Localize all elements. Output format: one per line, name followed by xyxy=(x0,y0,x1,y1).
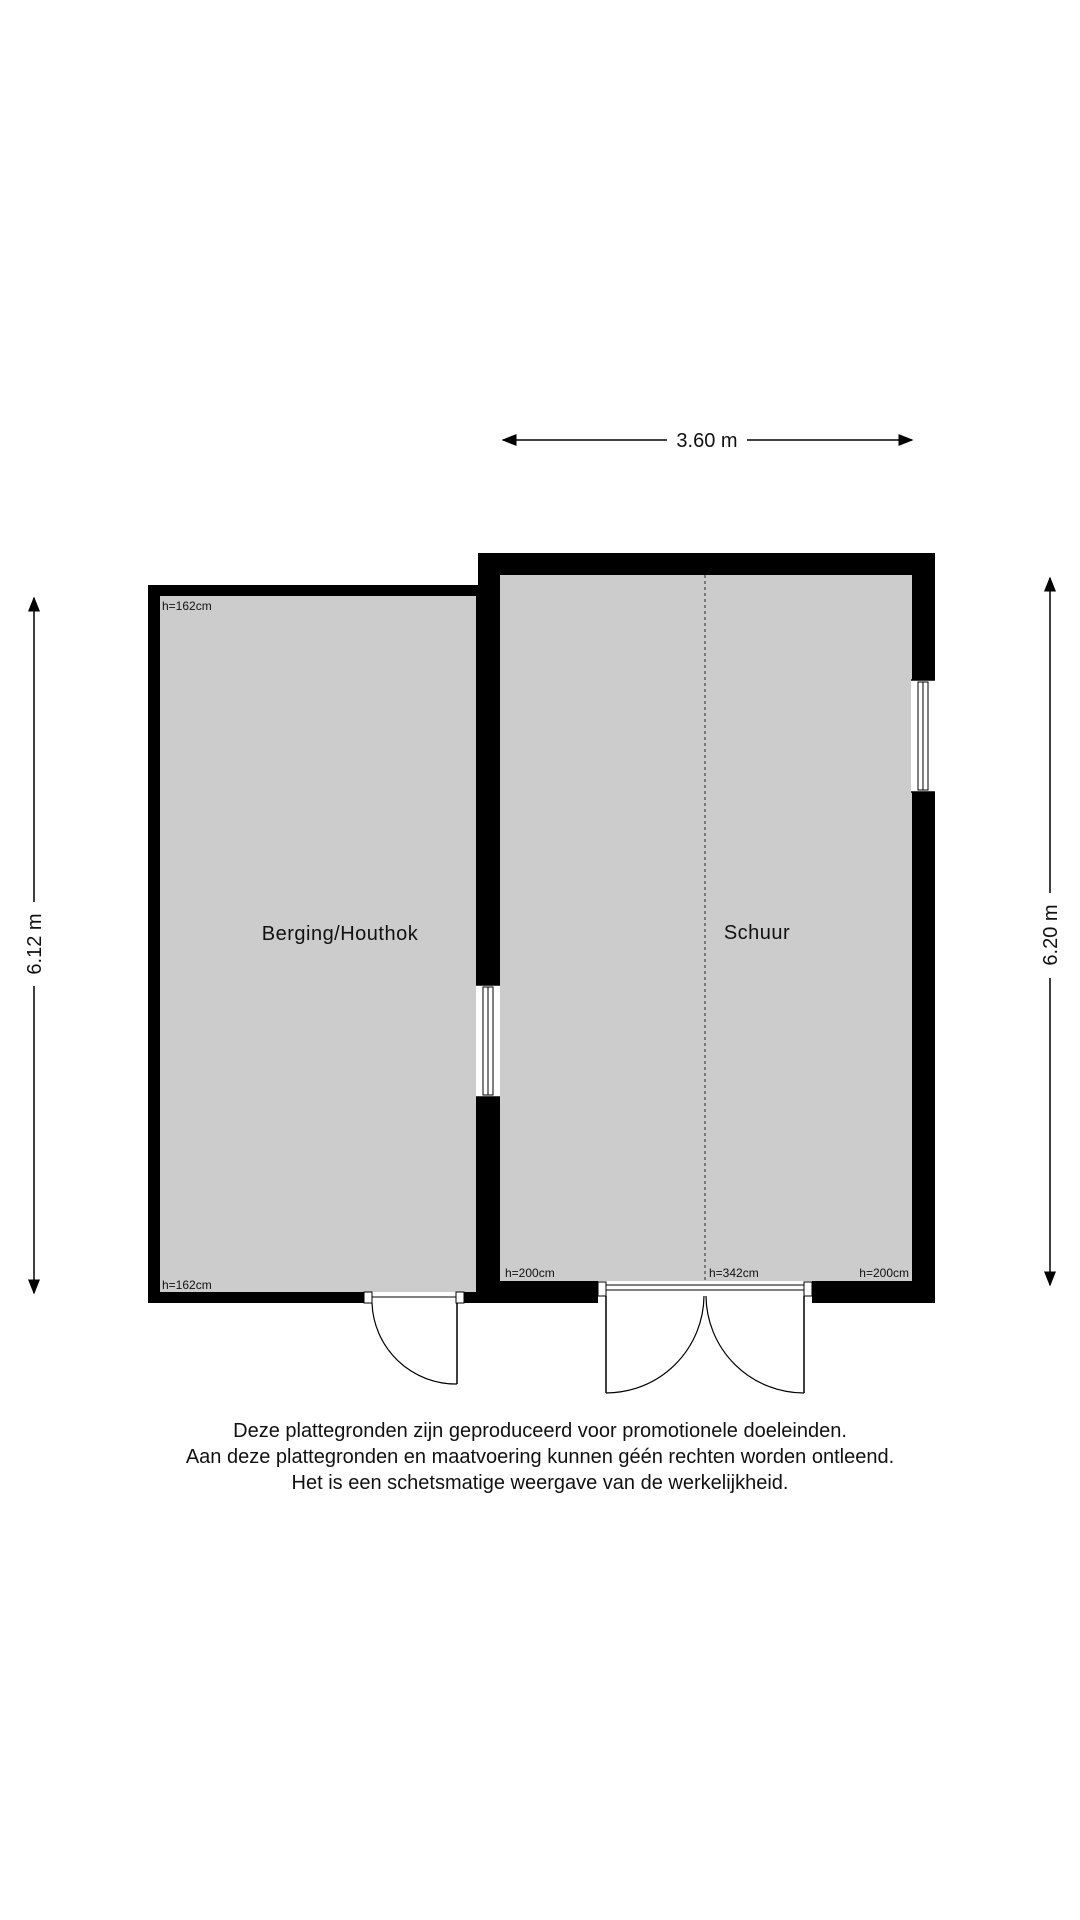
height-label-schuur-center: h=342cm xyxy=(709,1266,759,1280)
height-label-berging-bottom: h=162cm xyxy=(162,1278,212,1292)
height-label-berging-top: h=162cm xyxy=(162,599,212,613)
dimension-top xyxy=(503,430,912,452)
dimension-label-left: 6.12 m xyxy=(24,913,46,975)
dimension-left xyxy=(24,598,46,1293)
door-schuur-double xyxy=(598,1281,812,1393)
room-floor-schuur xyxy=(500,575,912,1281)
room-label-schuur: Schuur xyxy=(723,922,791,944)
height-label-schuur-right: h=200cm xyxy=(859,1266,909,1280)
disclaimer xyxy=(0,1418,1080,1496)
dimension-label-right: 6.20 m xyxy=(1040,904,1062,966)
dimension-label-top: 3.60 m xyxy=(676,430,738,452)
disclaimer-line-1: Deze plattegronden zijn geproduceerd voor promotionele doeleinden. xyxy=(233,1420,847,1442)
dimension-right xyxy=(1040,578,1062,1285)
door-berging xyxy=(364,1292,464,1384)
height-label-schuur-left: h=200cm xyxy=(505,1266,555,1280)
window-east xyxy=(911,680,935,792)
room-label-berging: Berging/Houthok xyxy=(261,923,419,945)
disclaimer-line-2: Aan deze plattegronden en maatvoering kunnen géén rechten worden ontleend. xyxy=(185,1446,895,1468)
window-middle xyxy=(476,985,500,1097)
disclaimer-line-3: Het is een schetsmatige weergave van de werkelijkheid. xyxy=(291,1472,789,1494)
